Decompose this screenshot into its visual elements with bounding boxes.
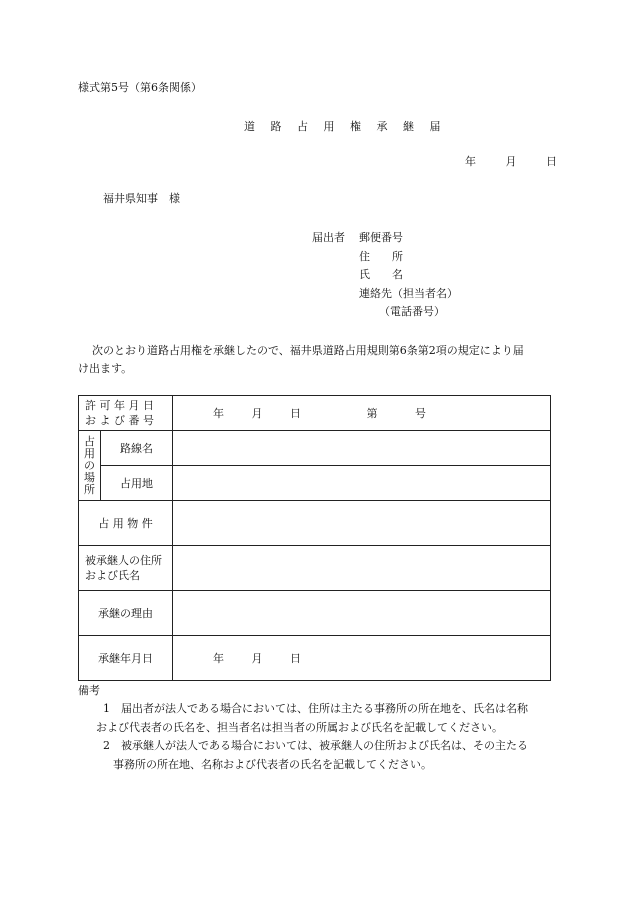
permit-value-cell[interactable] <box>173 396 551 431</box>
body-text-line-2: け出ます。 <box>78 362 133 375</box>
object-value-cell[interactable] <box>173 501 551 546</box>
note-1-line-2: および代表者の氏名を、担当者名は担当者の所属および氏名を記載してください。 <box>96 721 503 734</box>
site-value-cell[interactable] <box>173 466 551 501</box>
permit-no-suffix: 号 <box>415 407 426 420</box>
note-2-line-1: 2 被承継人が法人である場合においては、被承継人の住所および氏名は、その主たる <box>103 739 528 752</box>
application-table <box>78 395 551 681</box>
note-2-line-2: 事務所の所在地、名称および代表者の氏名を記載してください。 <box>113 758 432 771</box>
place-label-cell <box>79 431 101 501</box>
permit-no-prefix: 第 <box>366 407 378 420</box>
applicant-postal: 郵便番号 <box>359 231 403 244</box>
succession-date-label: 承継年月日 <box>79 636 173 681</box>
route-label: 路線名 <box>101 431 173 466</box>
transferor-label-line-2: および氏名 <box>85 569 140 582</box>
permit-row <box>79 396 551 431</box>
succession-date-value-cell[interactable] <box>173 636 551 681</box>
date-month: 月 <box>505 155 517 168</box>
succession-date-row <box>79 636 551 681</box>
reason-label: 承継の理由 <box>79 591 173 636</box>
applicant-label: 届出者 <box>312 231 345 244</box>
transferor-label-line-1: 被承継人の住所 <box>85 554 162 567</box>
permit-label-cell <box>79 396 173 431</box>
permit-year: 年 <box>213 407 224 420</box>
transferor-value-cell[interactable] <box>173 546 551 591</box>
form-title: 道 路 占 用 権 承 継 届 <box>244 120 447 133</box>
date-year: 年 <box>465 155 476 168</box>
transferor-label-cell <box>79 546 173 591</box>
reason-value-cell[interactable] <box>173 591 551 636</box>
site-label: 占用地 <box>101 466 173 501</box>
applicant-name: 氏 名 <box>359 268 403 281</box>
reason-row <box>79 591 551 636</box>
transferor-row <box>79 546 551 591</box>
body-text-line-1: 次のとおり道路占用権を承継したので、福井県道路占用規則第6条第2項の規定により届 <box>92 344 524 357</box>
permit-label-line-1: 許 可 年 月 日 <box>85 399 154 412</box>
succession-day: 日 <box>290 652 301 665</box>
addressee: 福井県知事 様 <box>103 192 180 205</box>
permit-label-line-2: お よ び 番 号 <box>85 414 154 427</box>
route-row <box>79 431 551 466</box>
object-label: 占 用 物 件 <box>79 501 173 546</box>
route-value-cell[interactable] <box>173 431 551 466</box>
date-day: 日 <box>546 155 557 168</box>
object-row <box>79 501 551 546</box>
applicant-contact: 連絡先（担当者名） <box>359 287 458 300</box>
note-1-line-1: 1 届出者が法人である場合においては、住所は主たる事務所の所在地を、氏名は名称 <box>103 702 528 715</box>
applicant-phone: （電話番号） <box>379 305 445 318</box>
applicant-address: 住 所 <box>359 250 403 263</box>
site-row <box>79 466 551 501</box>
date-line <box>465 156 557 167</box>
succession-month: 月 <box>251 652 263 665</box>
permit-day: 日 <box>290 407 301 420</box>
permit-month: 月 <box>251 407 263 420</box>
form-number: 様式第5号（第6条関係） <box>78 81 202 94</box>
place-label: 占用の場所 <box>84 434 95 496</box>
succession-year: 年 <box>213 652 224 665</box>
notes-heading: 備考 <box>78 684 100 697</box>
